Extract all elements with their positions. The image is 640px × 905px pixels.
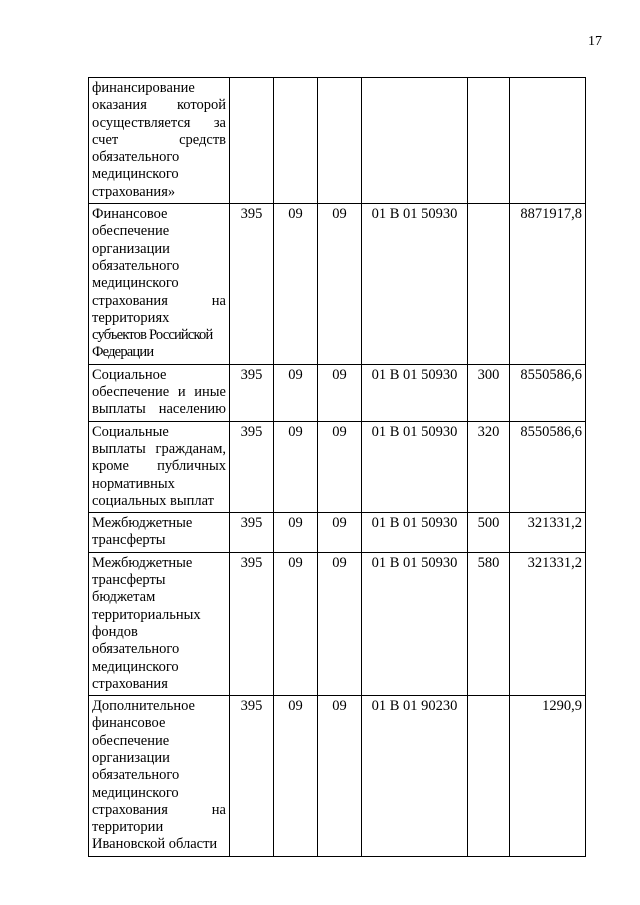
cell-name — [89, 421, 230, 512]
cell-expense-type: 320 — [468, 421, 510, 512]
cell-admin-code: 395 — [230, 513, 274, 553]
cell-name-line: обеспечение — [92, 732, 170, 749]
cell-expense-type: 300 — [468, 364, 510, 421]
cell-name-line: трансферты — [92, 572, 166, 589]
cell-section: 09 — [274, 513, 318, 553]
cell-name-line: медицинского — [92, 275, 179, 292]
cell-section: 09 — [274, 204, 318, 365]
cell-name-line: страхования на — [92, 801, 226, 818]
cell-amount: 8871917,8 — [510, 204, 586, 365]
cell-name-line: обязательного — [92, 257, 180, 274]
cell-name-line: Социальное — [92, 366, 167, 383]
cell-subsection — [318, 78, 362, 204]
page-number: 17 — [588, 34, 602, 49]
cell-name-line: медицинского — [92, 166, 179, 183]
cell-subsection: 09 — [318, 421, 362, 512]
cell-name-line: Ивановской области — [92, 836, 218, 853]
cell-name-line: обеспечение и иные — [92, 384, 226, 401]
cell-amount: 321331,2 — [510, 552, 586, 695]
cell-section: 09 — [274, 552, 318, 695]
cell-subsection: 09 — [318, 364, 362, 421]
cell-name-line: Межбюджетные — [92, 515, 193, 532]
cell-target-item: 01 В 01 50930 — [362, 513, 468, 553]
cell-admin-code: 395 — [230, 552, 274, 695]
cell-subsection: 09 — [318, 204, 362, 365]
cell-target-item: 01 В 01 90230 — [362, 696, 468, 857]
cell-subsection: 09 — [318, 696, 362, 857]
table-row — [89, 204, 586, 365]
cell-admin-code: 395 — [230, 696, 274, 857]
cell-name-line: осуществляется за — [92, 114, 226, 131]
cell-target-item: 01 В 01 50930 — [362, 421, 468, 512]
cell-admin-code: 395 — [230, 421, 274, 512]
cell-name-line: обеспечение — [92, 223, 170, 240]
cell-target-item — [362, 78, 468, 204]
cell-amount: 321331,2 — [510, 513, 586, 553]
cell-expense-type: 500 — [468, 513, 510, 553]
cell-name — [89, 513, 230, 553]
cell-name-line: организации — [92, 749, 170, 766]
cell-name-line: страхования на — [92, 292, 226, 309]
table-row — [89, 421, 586, 512]
cell-name-line: нормативных — [92, 475, 175, 492]
cell-name-line: субъектов Российской — [92, 327, 213, 344]
budget-table-body — [89, 78, 586, 857]
cell-name-line: страхования» — [92, 183, 176, 200]
cell-name-line: бюджетам — [92, 589, 156, 606]
cell-amount: 8550586,6 — [510, 421, 586, 512]
cell-name-line: территориях — [92, 309, 170, 326]
cell-name-line: Социальные — [92, 423, 169, 440]
cell-admin-code — [230, 78, 274, 204]
cell-target-item: 01 В 01 50930 — [362, 364, 468, 421]
cell-name-line: счет средств — [92, 131, 226, 148]
cell-name — [89, 552, 230, 695]
cell-section: 09 — [274, 696, 318, 857]
cell-section — [274, 78, 318, 204]
cell-expense-type — [468, 204, 510, 365]
cell-name-line: Межбюджетные — [92, 554, 193, 571]
cell-amount — [510, 78, 586, 204]
cell-name-line: оказания которой — [92, 97, 226, 114]
cell-name-line: медицинского — [92, 784, 179, 801]
cell-name-line: территории — [92, 819, 164, 836]
cell-name-line: территориальных — [92, 606, 201, 623]
cell-name-line: выплаты населению — [92, 401, 226, 418]
cell-name-line: медицинского — [92, 658, 179, 675]
cell-name-line: финансирование — [92, 80, 195, 96]
cell-name-line: фондов — [92, 623, 138, 640]
table-row — [89, 513, 586, 553]
cell-name — [89, 204, 230, 365]
cell-name-line: Дополнительное — [92, 698, 195, 715]
cell-name-line: страхования — [92, 675, 168, 692]
cell-subsection: 09 — [318, 552, 362, 695]
cell-name — [89, 696, 230, 857]
cell-name-line: финансовое — [92, 715, 166, 732]
cell-name-line: Федерации — [92, 344, 154, 361]
cell-name-line: социальных выплат — [92, 492, 214, 509]
cell-name-line: организации — [92, 240, 170, 257]
cell-amount: 1290,9 — [510, 696, 586, 857]
table-row — [89, 364, 586, 421]
budget-table — [88, 77, 586, 857]
cell-name-line: Финансовое — [92, 206, 168, 223]
cell-expense-type — [468, 78, 510, 204]
cell-name-line: обязательного — [92, 767, 180, 784]
cell-name-line: кроме публичных — [92, 458, 226, 475]
cell-expense-type: 580 — [468, 552, 510, 695]
cell-amount: 8550586,6 — [510, 364, 586, 421]
cell-name-line: обязательного — [92, 149, 180, 166]
cell-admin-code: 395 — [230, 364, 274, 421]
cell-name-line: выплаты гражданам, — [92, 440, 226, 457]
cell-section: 09 — [274, 364, 318, 421]
cell-name-line: трансферты — [92, 532, 166, 549]
table-row — [89, 78, 586, 204]
table-row — [89, 552, 586, 695]
cell-name-line: обязательного — [92, 641, 180, 658]
cell-name — [89, 364, 230, 421]
cell-expense-type — [468, 696, 510, 857]
cell-target-item: 01 В 01 50930 — [362, 552, 468, 695]
cell-target-item: 01 В 01 50930 — [362, 204, 468, 365]
table-row — [89, 696, 586, 857]
cell-admin-code: 395 — [230, 204, 274, 365]
cell-section: 09 — [274, 421, 318, 512]
cell-subsection: 09 — [318, 513, 362, 553]
cell-name — [89, 78, 230, 204]
